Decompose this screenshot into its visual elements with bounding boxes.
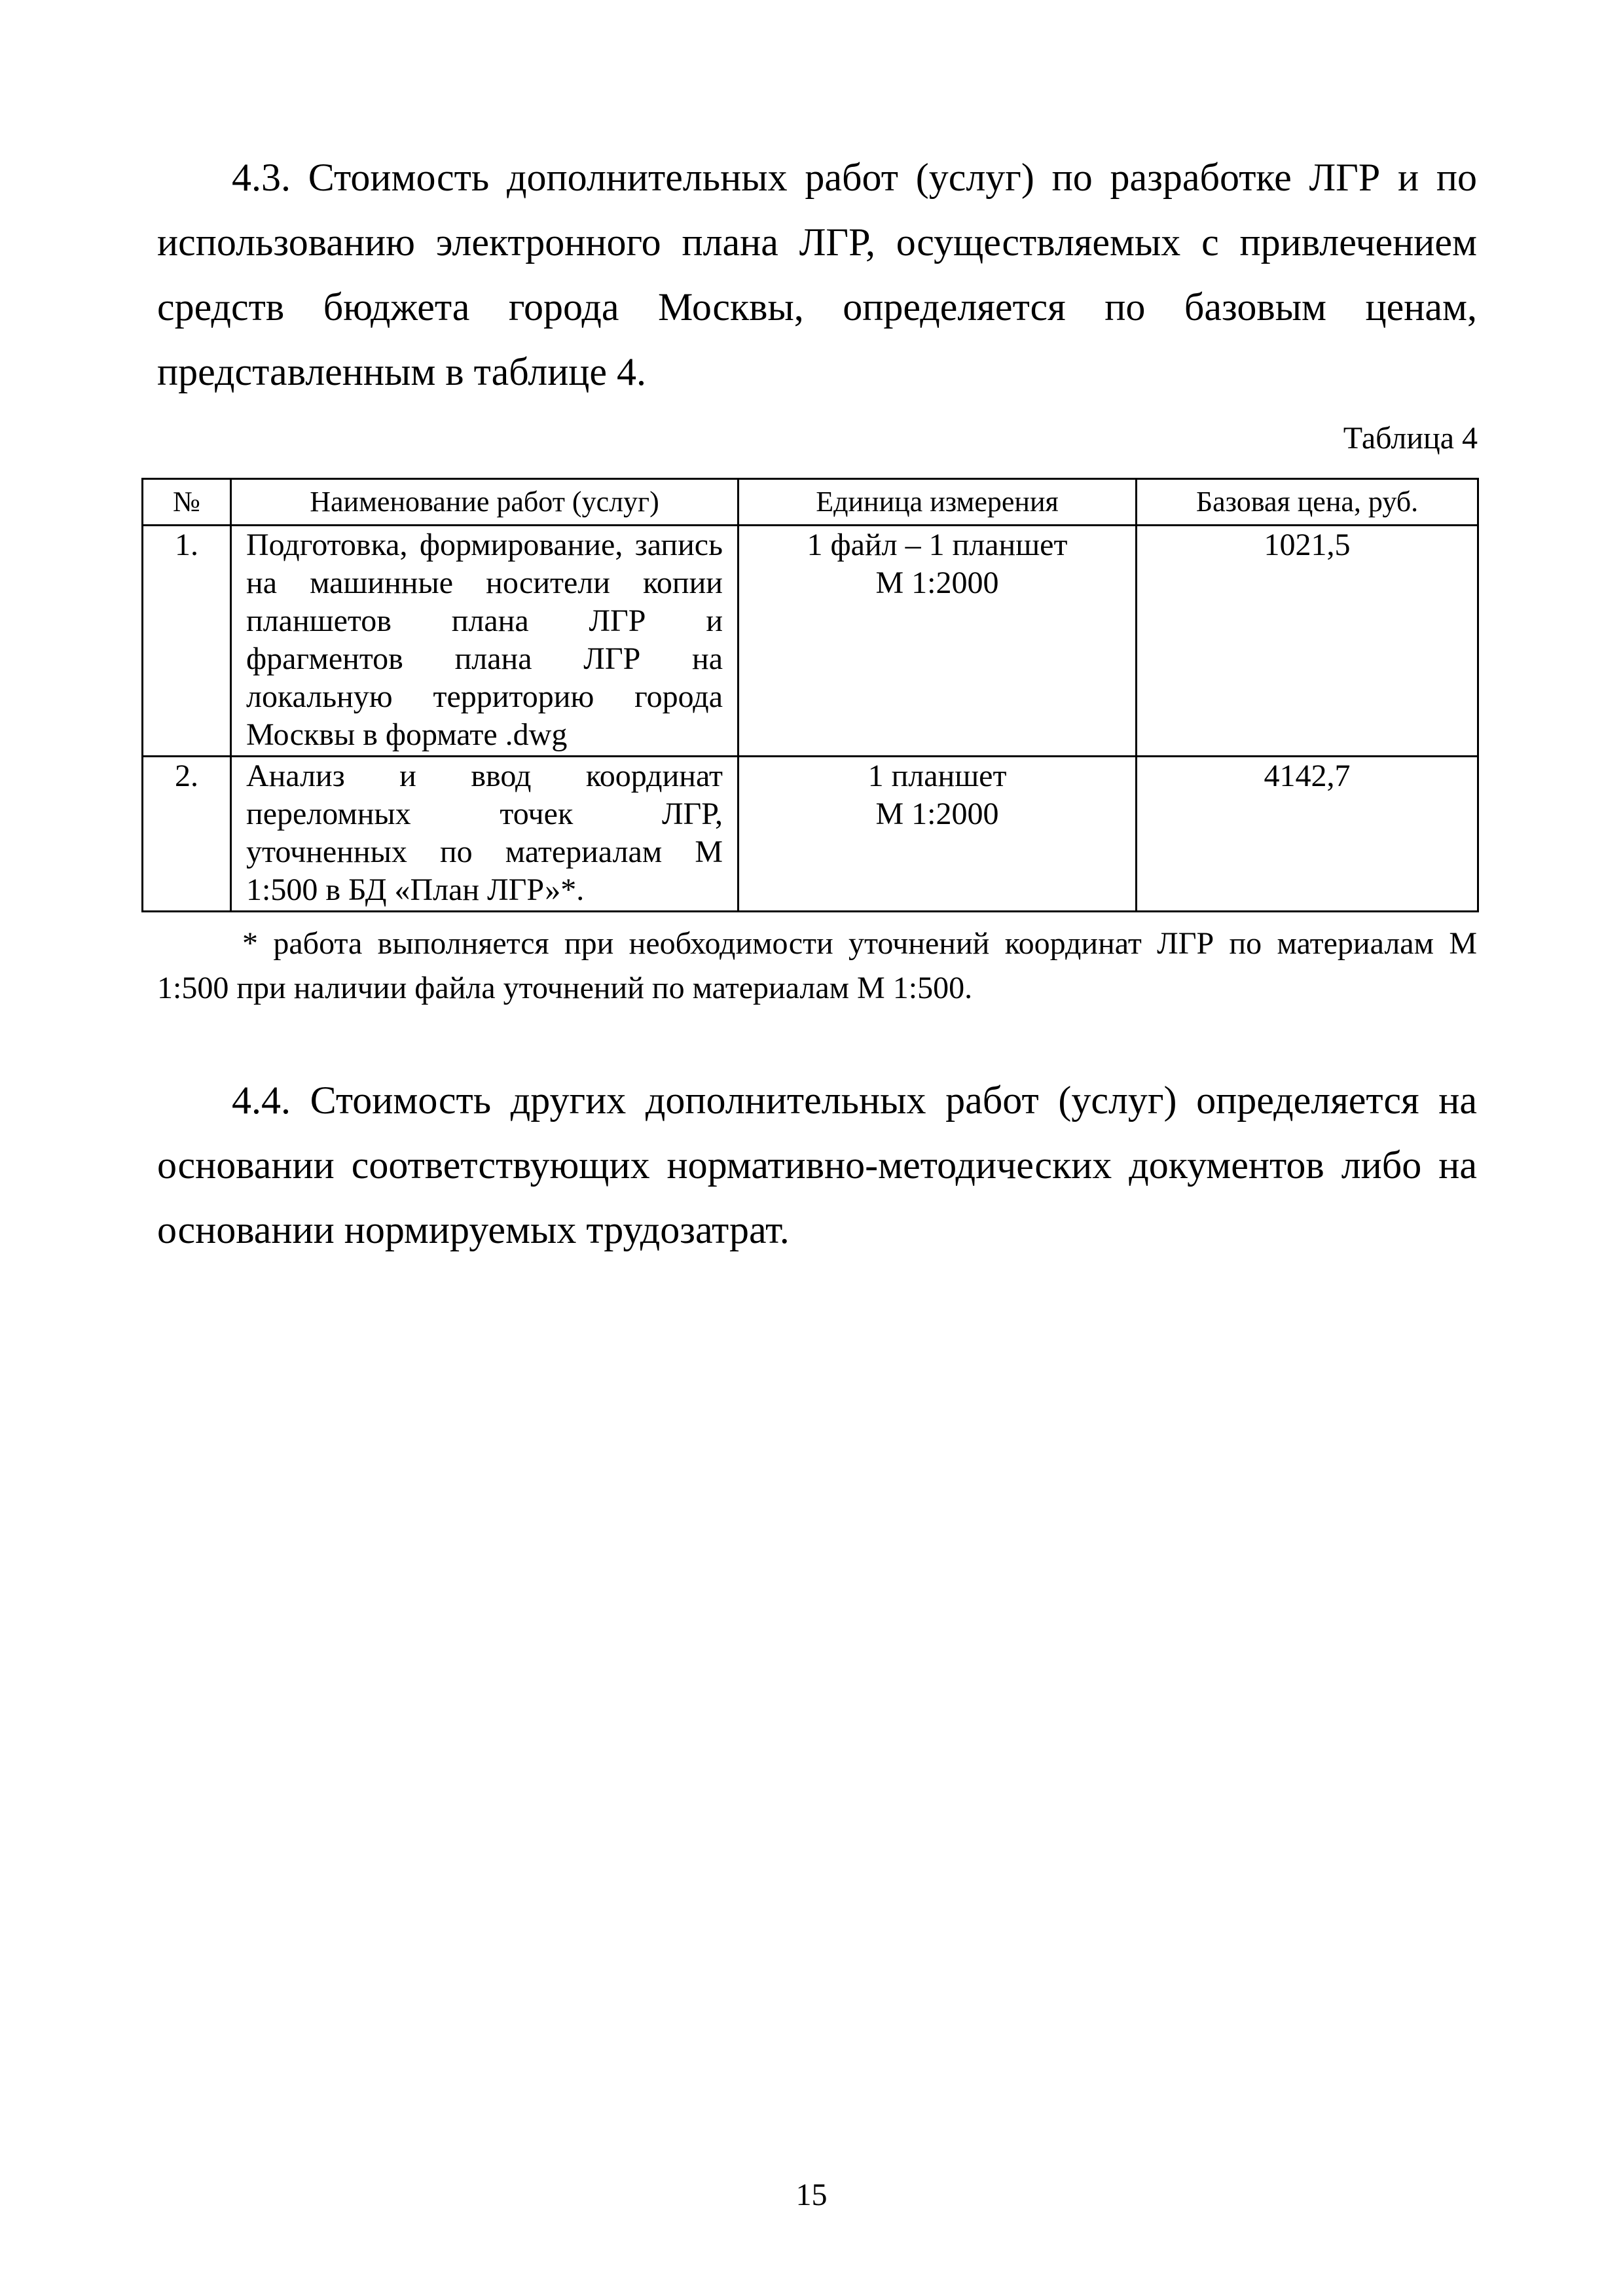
- row-unit-line1: 1 файл – 1 планшет: [807, 528, 1068, 562]
- paragraph-4-4-text: 4.4. Стоимость других дополнительных работ (услуг) определяется на основании соответствующих нормативно-методических документов либо на основании нормируемых трудозатрат.: [157, 1079, 1477, 1251]
- row-number: 1.: [143, 526, 231, 757]
- page-number: 15: [795, 2178, 828, 2212]
- row-unit-line1: 1 планшет: [867, 759, 1007, 793]
- row-unit: [739, 526, 1137, 757]
- paragraph-4-3-text: 4.3. Стоимость дополнительных работ (услуг) по разработке ЛГР и по использованию электронного плана ЛГР, осуществляемых с привлечением средств бюджета города Москвы, определяется по базовым ценам, представленным в таблице 4.: [157, 156, 1477, 393]
- header-number: №: [143, 479, 231, 526]
- table-row: [143, 526, 1478, 757]
- row-number: 2.: [143, 757, 231, 912]
- row-work-name: Анализ и ввод координат переломных точек ЛГР, уточненных по материалам М 1:500 в БД «План ЛГР»*.: [231, 757, 739, 912]
- table-caption: Таблица 4: [1343, 421, 1478, 456]
- row-base-price: 4142,7: [1137, 757, 1478, 912]
- row-unit-line2: М 1:2000: [875, 797, 999, 831]
- header-work-name: Наименование работ (услуг): [231, 479, 739, 526]
- row-unit-line2: М 1:2000: [875, 565, 999, 600]
- paragraph-4-4: [157, 1068, 1477, 1263]
- paragraph-4-3: [157, 145, 1477, 404]
- table-row: [143, 757, 1478, 912]
- price-table: [141, 478, 1479, 912]
- row-work-name: Подготовка, формирование, запись на машинные носители копии планшетов плана ЛГР и фрагментов плана ЛГР на локальную территорию города Москвы в формате .dwg: [231, 526, 739, 757]
- table-header-row: [143, 479, 1478, 526]
- table-footnote-text: * работа выполняется при необходимости уточнений координат ЛГР по материалам М 1:500 при наличии файла уточнений по материалам М 1:500.: [157, 926, 1477, 1005]
- header-unit: Единица измерения: [739, 479, 1137, 526]
- table-footnote: [157, 922, 1477, 1011]
- row-base-price: 1021,5: [1137, 526, 1478, 757]
- row-unit: [739, 757, 1137, 912]
- header-base-price: Базовая цена, руб.: [1137, 479, 1478, 526]
